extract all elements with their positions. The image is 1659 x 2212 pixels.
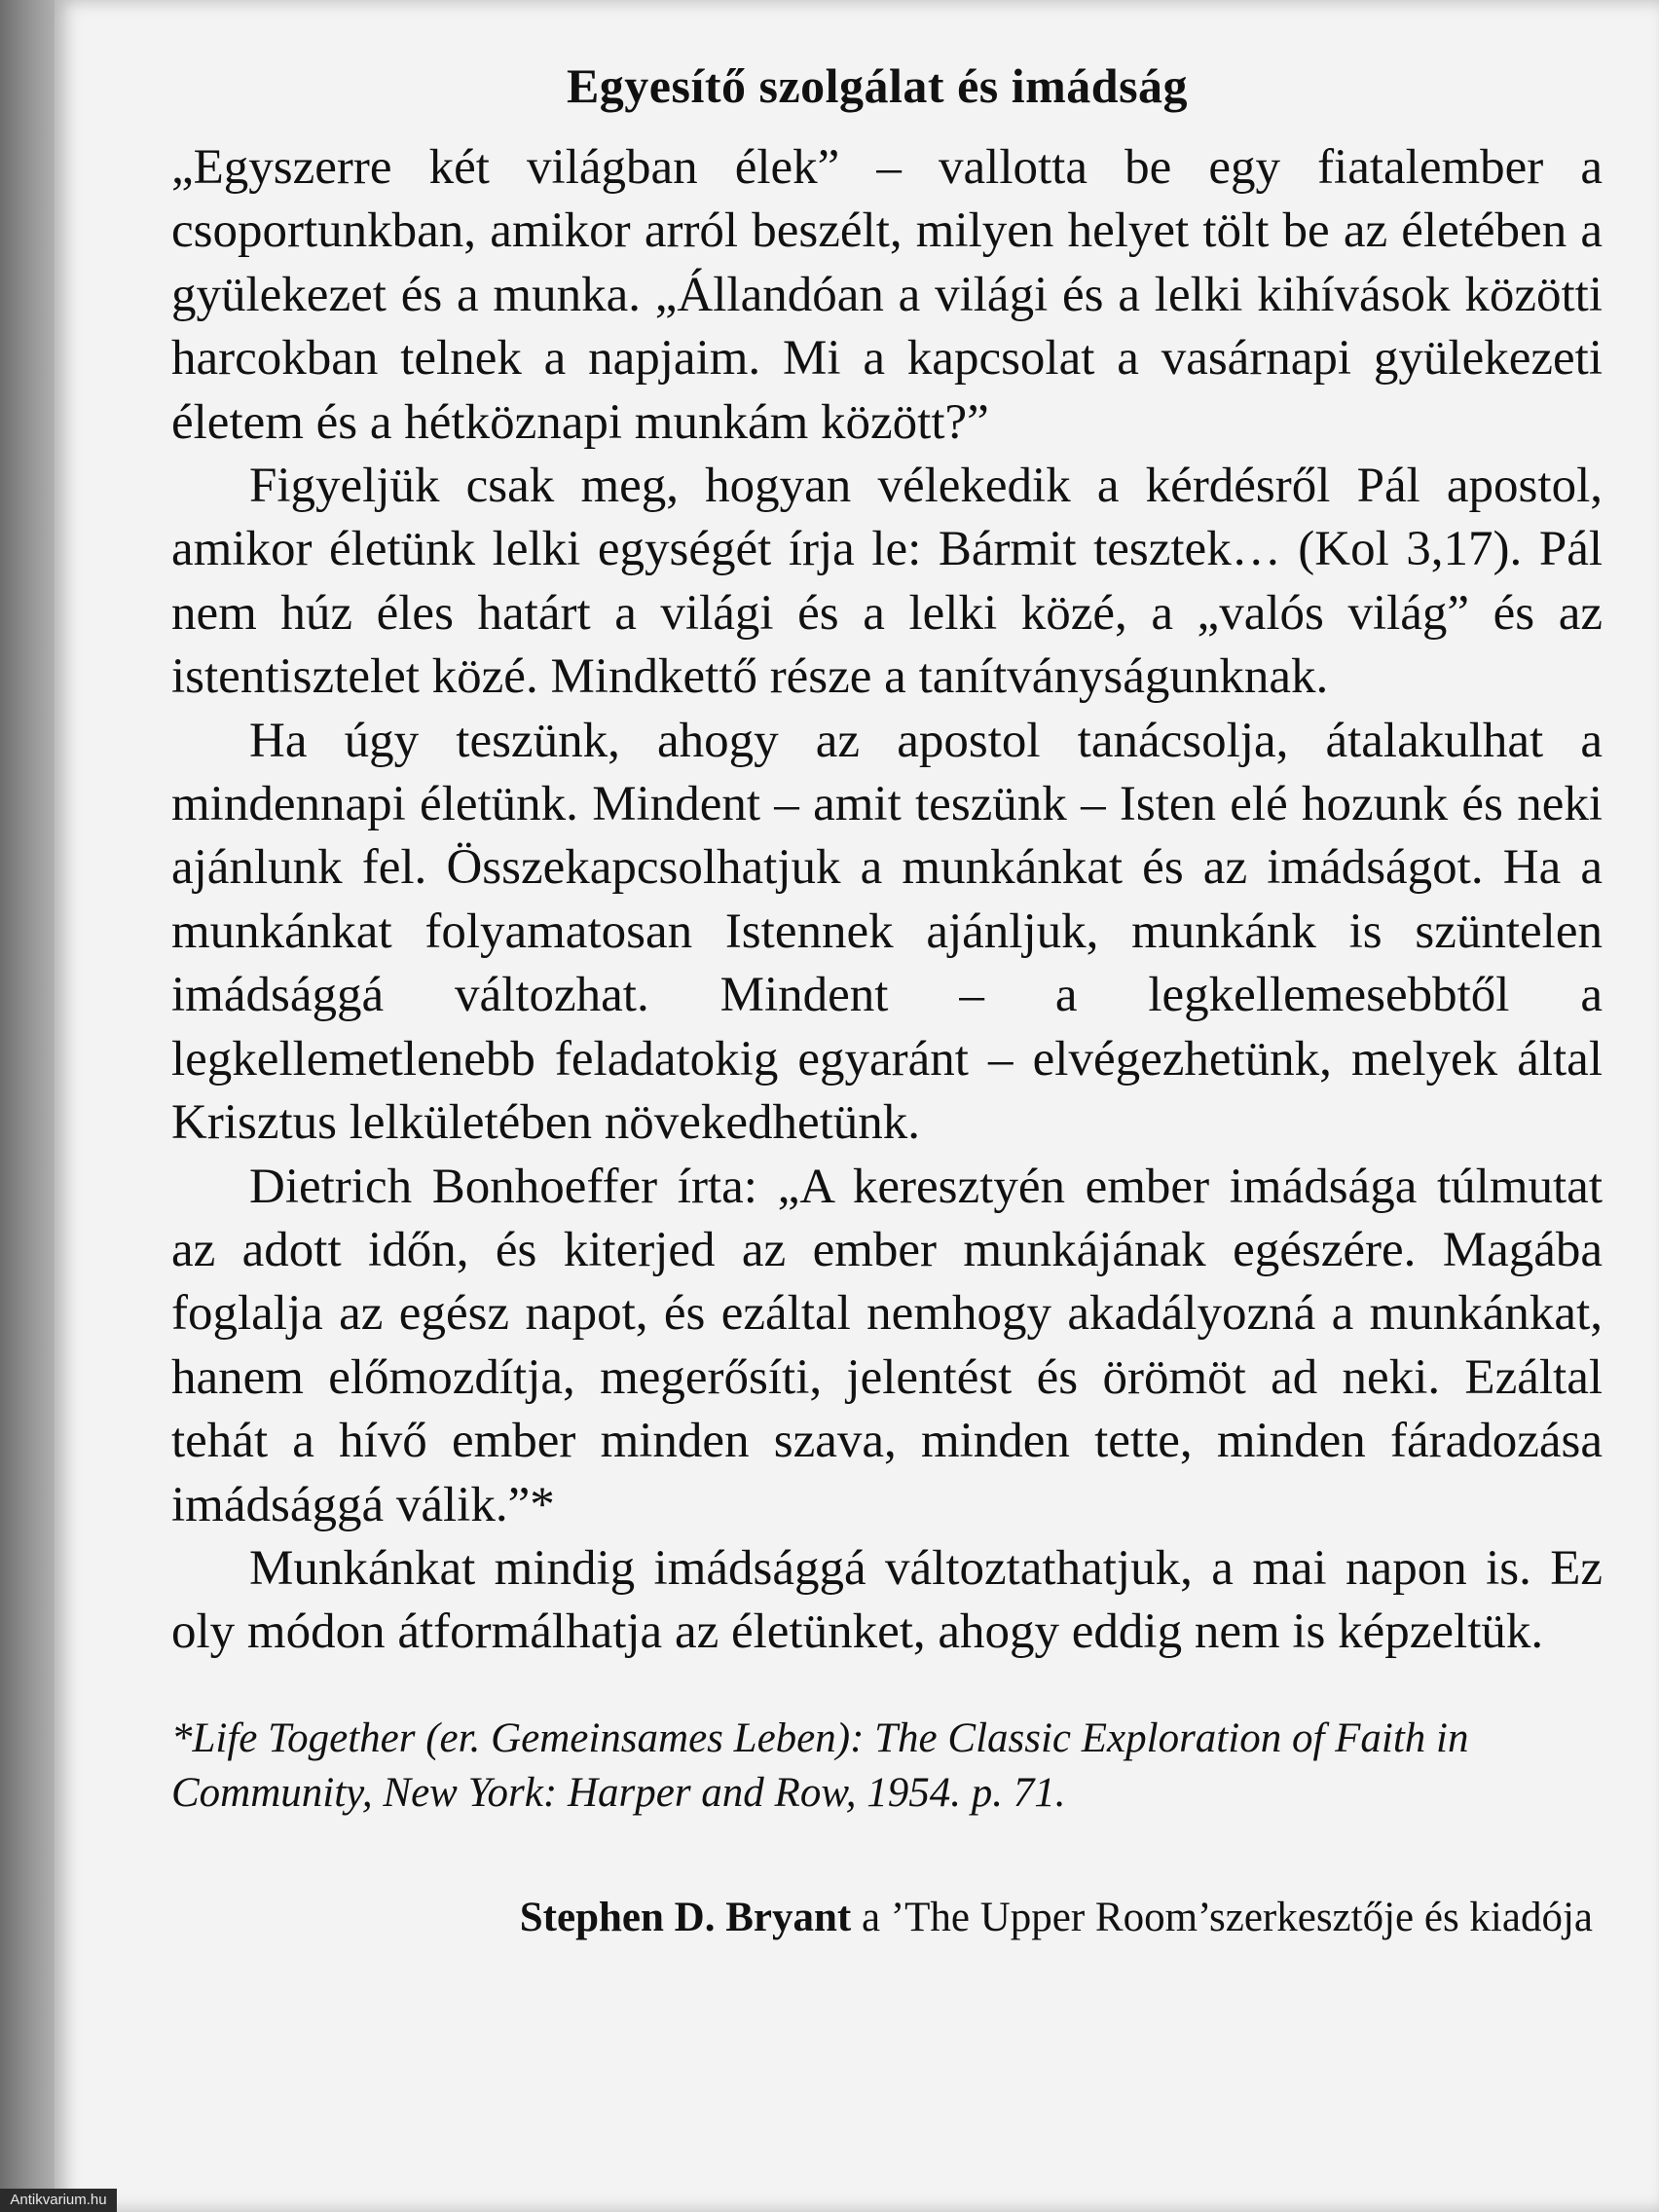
author-role: a ’The Upper Room’szerkesztője és kiadója	[851, 1894, 1593, 1940]
watermark-logo: Antikvarium.hu	[0, 2189, 117, 2212]
page-content	[171, 0, 1603, 1945]
author-signature	[171, 1891, 1603, 1945]
book-page	[55, 0, 1659, 2212]
paragraph-4: Dietrich Bonhoeffer írta: „A keresztyén ember imádsága túlmutat az adott időn, és kiterjed az ember munkájának egészére. Magába foglalja az egész napot, és ezáltal nemhogy akadályozná a munkánkat, hanem előmozdítja, megerősíti, jelentést és örömöt ad neki. Ezáltal tehát a hívő ember minden szava, minden tette, minden fáradozása imádsággá válik.”*	[171, 1159, 1603, 1532]
paragraph-2: Figyeljük csak meg, hogyan vélekedik a kérdésről Pál apostol, amikor életünk lelki egységét írja le: Bármit tesztek… (Kol 3,17). Pál nem húz éles határt a világi és a lelki közé, a „valós világ” és az istentisztelet közé. Mindkettő része a tanítványságunknak.	[171, 459, 1603, 705]
paragraph-3: Ha úgy teszünk, ahogy az apostol tanácsolja, átalakulhat a mindennapi életünk. Mindent – amit teszünk – Isten elé hozunk és neki ajánlunk fel. Összekapcsolhatjuk a munkánkat és az imádságot. Ha a munkánkat folyamatosan Istennek ajánljuk, munkánk is szüntelen imádsággá változhat. Mindent – a legkellemesebbtől a legkellemetlenebb feladatokig egyaránt – elvégezhetünk, melyek által Krisztus lelkületében növekedhetünk.	[171, 713, 1603, 1151]
footnote: *Life Together (er. Gemeinsames Leben): The Classic Exploration of Faith in Community, New York: Harper and Row, 1954. p. 71.	[171, 1714, 1469, 1816]
author-name: Stephen D. Bryant	[519, 1894, 852, 1940]
paragraph-1: „Egyszerre két világban élek” – vallotta be egy fiatalember a csoportunkban, amikor arról beszélt, milyen helyet tölt be az életében a gyülekezet és a munka. „Állandóan a világi és a lelki kihívások közötti harcokban telnek a napjaim. Mi a kapcsolat a vasárnapi gyülekezeti életem és a hétköznapi munkám között?”	[171, 140, 1603, 450]
paragraph-5: Munkánkat mindig imádsággá változtathatjuk, a mai napon is. Ez oly módon átformálhatja az életünket, ahogy eddig nem is képzeltük.	[171, 1540, 1603, 1660]
article-body	[171, 136, 1603, 1665]
page-title: Egyesítő szolgálat és imádság	[566, 58, 1189, 113]
